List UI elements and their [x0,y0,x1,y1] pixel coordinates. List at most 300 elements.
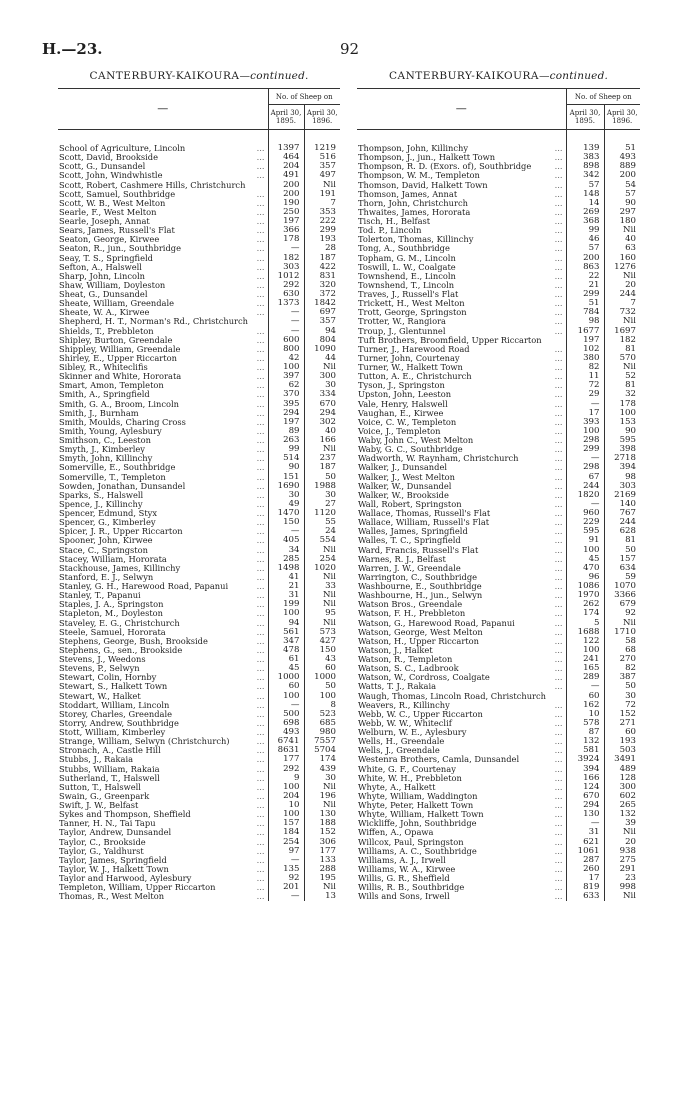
sheep-1895-cell: 263 [268,436,304,445]
holder-cell [357,792,566,801]
holder-cell [357,646,566,655]
holder-name: Wickliffe, John, Southbridge [358,819,477,829]
sheep-1895-cell: 342 [566,171,604,180]
sheep-1896-cell: 95 [325,609,336,619]
sheep-1895-cell: — [566,819,604,828]
holder-name: Voice, C. W., Templeton [358,417,457,427]
table-row [357,664,640,673]
holder-name: Toswill, L. W., Coalgate [358,262,456,272]
holder-name: Smyth, J., Kimberley [59,445,145,455]
table-row [357,226,640,235]
leader-dots: ... [256,490,265,500]
leader-dots: ... [554,527,563,537]
sheep-1896-cell: 300 [319,372,336,382]
sheep-1895-cell: 405 [268,536,304,545]
holder-cell [58,856,268,865]
holder-name: Skinner and White, Hororata [59,372,182,382]
holder-cell [357,354,566,363]
sheep-1895-cell: 299 [566,445,604,454]
holder-name: Smyth, John, Killinchy [59,454,153,464]
holder-name: Searle, F., West Melton [59,207,157,217]
leader-dots: ... [256,454,265,464]
leader-dots: ... [554,399,563,409]
table-row [58,527,340,536]
leader-dots: ... [256,846,265,856]
holder-name: Seaton, George, Kirwee [59,235,160,245]
holder-cell [357,865,566,874]
table-row [357,263,640,272]
sheep-1896-cell: 398 [619,445,636,455]
holder-cell [58,600,268,609]
holder-cell [58,418,268,427]
sheep-1895-cell: 561 [268,628,304,637]
page-number: 92 [340,40,360,58]
sheep-1896-cell: 40 [325,426,336,436]
sheep-1896-cell: Nil [322,445,336,455]
sheep-1896-cell: 275 [619,855,636,865]
table-row [58,536,340,545]
leader-dots: ... [256,645,265,655]
table-row [357,390,640,399]
sheep-1895-cell: 1690 [268,482,304,491]
sheep-1895-cell: 1677 [566,327,604,336]
sheep-1895-cell: 29 [566,390,604,399]
sheep-1895-cell: 62 [268,381,304,390]
leader-dots: ... [256,746,265,756]
table-row [357,308,640,317]
column-title-suffix: —continued. [239,70,309,82]
holder-name: Trotter, W., Rangiora [358,317,446,327]
holder-cell [357,801,566,810]
holder-cell [58,701,268,710]
holder-name: Willcox, Paul, Springston [358,837,464,847]
leader-dots: ... [554,417,563,427]
holder-name: Stronach, A., Castle Hill [59,746,161,756]
sheep-1895-cell: 269 [566,208,604,217]
holder-name: Sheat, G., Dunsandel [59,290,148,299]
holder-cell [357,783,566,792]
holder-name: Watson, W., Cordross, Coalgate [358,673,490,683]
holder-name: Spicer, J. R., Upper Riccarton [59,527,183,537]
table-row [357,199,640,208]
holder-name: Storey, Charles, Greendale [59,709,173,719]
holder-name: Stacey, William, Hororata [59,554,167,564]
holder-cell [58,317,268,326]
sheep-1895-cell: 182 [268,254,304,263]
column-title-main: CANTERBURY-KAIKOURA [388,70,539,82]
holder-name: Trott, George, Springston [358,308,467,318]
holder-cell [58,217,268,226]
table-row [357,692,640,701]
table-row [357,363,640,372]
sheep-1896-cell: 980 [319,728,336,737]
leader-dots: ... [554,363,563,372]
leader-dots: ... [256,755,265,765]
holder-cell [357,418,566,427]
table-row [357,527,640,536]
leader-dots: ... [256,655,265,664]
table-row [58,774,340,783]
table-row [58,609,340,618]
table-row [58,281,340,290]
table-row [58,190,340,199]
sheep-1895-cell: 139 [566,144,604,153]
holder-name: Watson, G., Harewood Road, Papanui [358,618,515,628]
holder-name: Turner, J., Harewood Road [358,344,470,354]
table-row [58,828,340,837]
holder-name: Westenra Brothers, Camla, Dunsandel [358,755,520,765]
table-row [58,883,340,892]
holder-cell [58,153,268,162]
sheep-1895-cell: 100 [566,546,604,555]
holder-cell [58,810,268,819]
table-row [357,217,640,226]
table-row [58,591,340,600]
sheep-1895-cell: 42 [268,354,304,363]
leader-dots: ... [256,262,265,272]
leader-dots: ... [554,655,563,664]
sheep-1896-cell: 602 [619,791,636,801]
table-row [58,181,340,190]
table-row [357,619,640,628]
table-row [357,290,640,299]
holder-cell [58,883,268,892]
sheep-1895-cell: — [566,400,604,409]
sheep-1895-cell: 184 [268,828,304,837]
leader-dots: ... [554,819,563,829]
holder-name: Thompson, W. M., Templeton [358,171,480,181]
holder-name: Somerville, T., Templeton [59,472,166,482]
sheep-1896-cell: 831 [319,271,336,281]
table-row [58,244,340,253]
holder-name: Spooner, John, Kirwee [59,536,153,546]
leader-dots: ... [256,308,265,318]
sheep-1896-cell: 7557 [314,737,336,747]
table-row [58,655,340,664]
holder-cell [58,190,268,199]
holder-name: Turner, W., Halkett Town [358,363,463,372]
table-row [58,418,340,427]
leader-dots: ... [554,709,563,719]
holder-cell [58,354,268,363]
holder-name: Warrington, C., Southbridge [358,572,478,582]
holder-cell [357,509,566,518]
holder-cell [357,619,566,628]
holder-cell [357,609,566,618]
leader-dots: ... [256,855,265,865]
holder-name: Whyte, A., Halkett [358,782,436,792]
leader-dots: ... [554,536,563,546]
sheep-1895-cell: 303 [268,263,304,272]
holder-cell [357,546,566,555]
sheep-1896-cell: 130 [319,810,336,820]
table-row [58,573,340,582]
table-row [58,673,340,682]
sheep-1896-cell: 1697 [614,326,636,336]
holder-name: Stanley, G. H., Harewood Road, Papanui [59,582,229,591]
sheep-1896-cell: 422 [319,262,336,272]
sheep-1896-cell: 387 [619,673,636,683]
leader-dots: ... [554,810,563,820]
table-row [58,144,340,153]
sheep-1895-cell: 366 [268,226,304,235]
sheep-1896-cell: 50 [625,682,636,692]
sheep-1895-cell: 1970 [566,591,604,600]
holder-cell [357,555,566,564]
sheep-1895-cell: 370 [268,390,304,399]
holder-name: Taylor, G., Yaldhurst [59,846,144,856]
leader-dots: ... [554,554,563,564]
holder-name: Scott, David, Brookside [59,153,159,163]
holder-cell [357,153,566,162]
holder-name: Wiffen, A., Opawa [358,828,434,838]
holder-name: Shaw, William, Doyleston [59,280,166,290]
table-row [58,555,340,564]
holder-cell [357,482,566,491]
leader-dots: ... [256,627,265,637]
table-row [357,637,640,646]
holder-name: Washbourne, E., Southbridge [358,582,482,591]
sheep-1895-cell: 395 [268,400,304,409]
holder-cell [357,838,566,847]
table-row [58,701,340,710]
sheep-1895-cell: 260 [566,865,604,874]
leader-dots: ... [554,235,563,245]
holder-name: Ward, Francis, Russell's Flat [358,545,479,555]
holder-cell [58,500,268,509]
sheep-1896-cell: 670 [319,399,336,409]
holder-cell [58,336,268,345]
sheep-1895-cell: 100 [268,783,304,792]
holder-name: Sears, James, Russell's Flat [59,226,175,236]
sheep-1895-cell: 61 [268,655,304,664]
sheep-1895-cell: 45 [268,664,304,673]
table-row [357,646,640,655]
leader-dots: ... [256,791,265,801]
leader-dots: ... [554,673,563,683]
sheep-1896-cell: 90 [625,426,636,436]
table-row [58,290,340,299]
leader-dots: ... [256,572,265,582]
table-row [357,591,640,600]
sheep-1896-cell: 320 [319,280,336,290]
holder-name: Smith, J., Burnham [59,408,139,418]
holder-cell [357,673,566,682]
sheep-1896-cell: 200 [619,171,636,181]
sheep-1896-cell: Nil [622,892,636,902]
leader-dots: ... [554,162,563,172]
leader-dots: ... [256,554,265,564]
holder-cell [357,746,566,755]
holder-name: Taylor, C., Brookside [59,837,146,847]
table-row [357,755,640,764]
holder-name: Thorn, John, Christchurch [358,198,468,208]
leader-dots: ... [256,235,265,245]
sheep-1896-cell: 182 [619,335,636,345]
holder-name: Voice, J., Templeton [358,426,441,436]
sheep-1896-cell: 523 [319,709,336,719]
sheep-1896-cell: 7 [330,198,336,208]
sheep-1895-cell: 380 [566,354,604,363]
holder-cell [58,263,268,272]
holder-cell [357,144,566,153]
holder-cell [58,518,268,527]
holder-name: Wall, Robert, Springston [358,499,462,509]
holder-name: Waby, G. C., Southbridge [358,445,463,455]
sheep-1895-cell: 241 [566,655,604,664]
leader-dots: ... [554,682,563,692]
table-row [58,254,340,263]
holder-cell [357,244,566,253]
holder-cell [58,628,268,637]
holder-cell [357,728,566,737]
sheep-1896-cell: Nil [622,226,636,236]
sheep-1895-cell: 100 [566,427,604,436]
leader-dots: ... [256,509,265,518]
leader-dots: ... [554,317,563,327]
holder-name: Stapleton, M., Doyleston [59,609,164,619]
sheep-1895-cell: 698 [268,719,304,728]
leader-dots: ... [256,536,265,546]
sheep-1895-cell: 162 [566,701,604,710]
table-row [58,217,340,226]
sheep-1895-cell: 87 [566,728,604,737]
sheep-1895-cell: 244 [566,482,604,491]
holder-cell [357,564,566,573]
holder-name: Townshend, T., Lincoln [358,280,455,290]
leader-dots: ... [256,399,265,409]
sheep-1895-cell: 960 [566,509,604,518]
sheep-1895-cell: 200 [566,254,604,263]
leader-dots: ... [256,299,265,309]
table-row [357,381,640,390]
sheep-1896-cell: 100 [319,691,336,701]
sheep-1895-cell: — [268,892,304,901]
leader-dots: ... [256,837,265,847]
sheep-1896-cell: 7 [630,299,636,309]
holder-cell [357,199,566,208]
holder-cell [357,847,566,856]
sheep-1896-cell: 291 [619,864,636,874]
holder-name: Walker, W., Brookside [358,490,449,500]
leader-dots: ... [554,582,563,591]
holder-name: Stace, C., Springston [59,545,148,555]
table-row [357,874,640,883]
holder-cell [58,682,268,691]
table-row [357,536,640,545]
sheep-1896-cell: 8 [330,700,336,710]
table-row [357,463,640,472]
table-row [58,619,340,628]
table-row [357,491,640,500]
holder-cell [58,728,268,737]
name-header: — [357,89,566,130]
sheep-1896-cell: 2718 [614,454,636,464]
holder-cell [357,491,566,500]
sheep-1895-cell: 30 [268,491,304,500]
leader-dots: ... [554,344,563,354]
holder-name: Storry, Andrew, Southbridge [59,718,179,728]
leader-dots: ... [256,636,265,646]
holder-name: Watson Bros., Greendale [358,600,463,610]
sheep-1895-cell: 621 [566,838,604,847]
holder-name: Wells, H., Greendale [358,737,445,747]
sheep-1896-cell: 1219 [314,144,336,153]
sheep-1896-cell: 13 [325,892,336,902]
sheep-1895-cell: — [268,527,304,536]
holder-cell [58,436,268,445]
table-row [58,199,340,208]
holder-cell [58,664,268,673]
sheep-1896-cell: 357 [319,162,336,172]
leader-dots: ... [554,290,563,299]
holder-name: Waugh, Thomas, Lincoln Road, Christchurch [358,691,546,701]
holder-cell [58,308,268,317]
sheep-1896-cell: 52 [625,372,636,382]
table-row [357,327,640,336]
leader-dots: ... [554,801,563,810]
sheep-1895-cell: 1397 [268,144,304,153]
leader-dots: ... [256,271,265,281]
holder-cell [58,692,268,701]
leader-dots: ... [256,408,265,418]
table-row [58,546,340,555]
holder-cell [58,409,268,418]
leader-dots: ... [554,874,563,883]
table-row [357,628,640,637]
sheep-1896-cell: Nil [322,591,336,601]
holder-name: Vaughan, E., Kirwee [358,408,444,418]
holder-name: Willis, G. R., Sheffield [358,874,450,883]
holder-name: Scott, G., Dunsandel [59,162,146,172]
holder-cell [357,454,566,463]
sheep-1896-cell: 20 [625,280,636,290]
table-row [58,473,340,482]
sheep-1896-cell: 153 [619,417,636,427]
holder-name: Watson, George, West Melton [358,627,483,637]
holder-name: Tolerton, Thomas, Killinchy [358,235,474,245]
sheep-1896-cell: 302 [319,417,336,427]
holder-cell [357,327,566,336]
leader-dots: ... [256,773,265,783]
holder-cell [357,628,566,637]
table-row [357,190,640,199]
holder-name: Tyson, J., Springston [358,381,445,391]
sheep-1895-cell: 633 [566,892,604,901]
holder-cell [58,619,268,628]
holder-cell [58,819,268,828]
holder-cell [58,774,268,783]
leader-dots: ... [256,472,265,482]
leader-dots: ... [554,892,563,902]
holder-cell [58,171,268,180]
sheep-1895-cell: 383 [566,153,604,162]
holder-cell [357,363,566,372]
table-row [357,737,640,746]
table-row [357,153,640,162]
table-row [357,838,640,847]
table-row [357,473,640,482]
sheep-1896-cell: 27 [325,499,336,509]
holder-name: Scott, W. B., West Melton [59,198,166,208]
leader-dots: ... [256,207,265,217]
sheep-1896-cell: 178 [619,399,636,409]
sheep-1896-cell: 254 [319,554,336,564]
holder-name: Warnes, R. J., Belfast [358,554,446,564]
sheep-1896-cell: 634 [619,563,636,573]
sheep-1896-cell: 180 [619,217,636,226]
table-row [357,582,640,591]
